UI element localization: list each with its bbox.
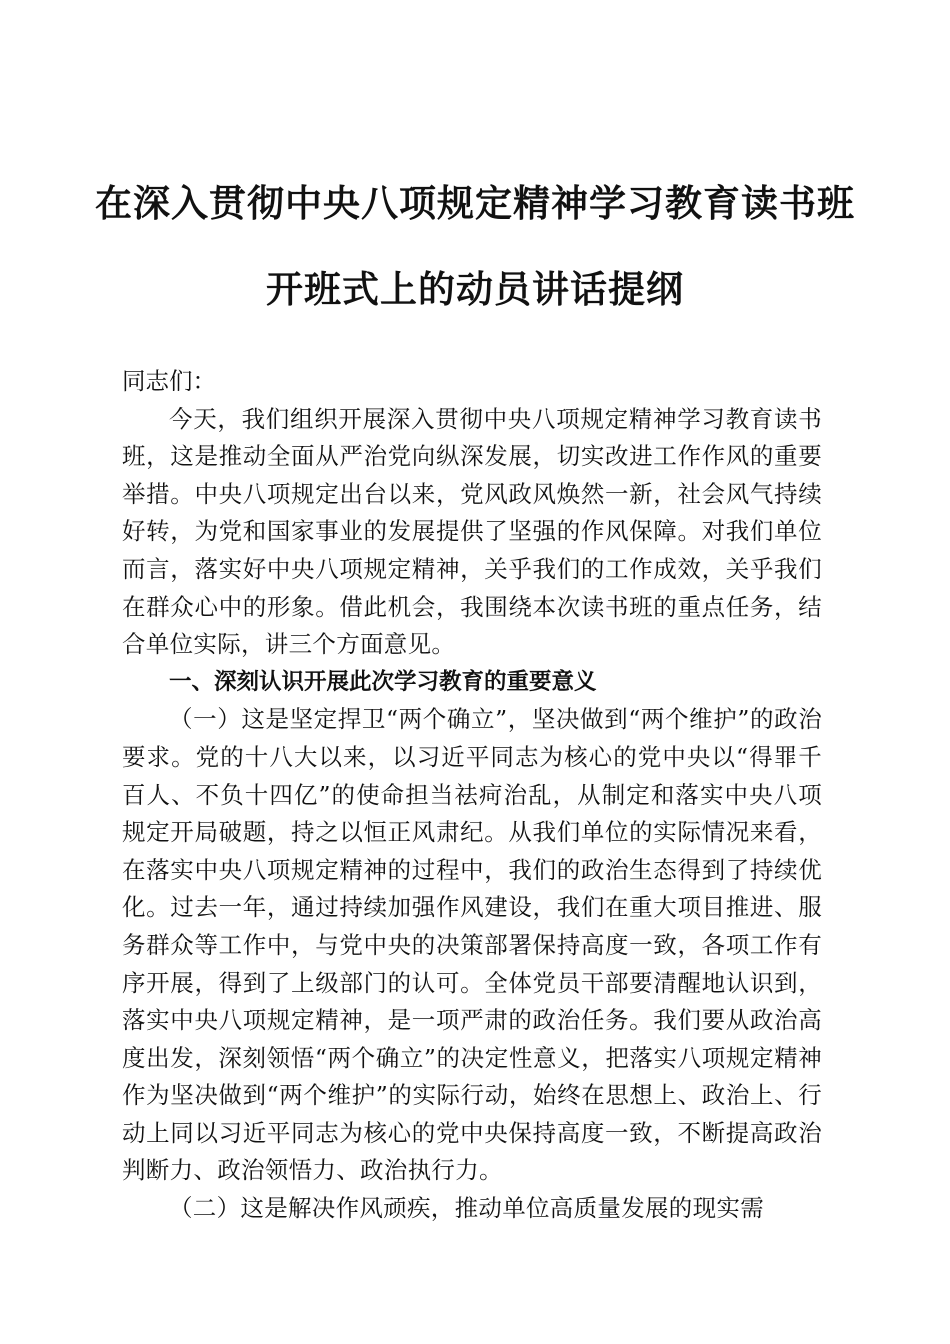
- title-line-2: 开班式上的动员讲话提纲: [266, 267, 684, 311]
- document-title: [60, 160, 890, 332]
- title-line-1: 在深入贯彻中央八项规定精神学习教育读书班: [95, 181, 855, 225]
- salutation: 同志们：: [122, 367, 216, 395]
- intro-paragraph: 今天，我们组织开展深入贯彻中央八项规定精神学习教育读书班，这是推动全面从严治党向纵深发展，切实改进工作作风的重要举措。中央八项规定出台以来，党风政风焕然一新，社会风气持续好转，为党和国家事业的发展提供了坚强的作风保障。对我们单位而言，落实好中央八项规定精神，关乎我们的工作成效，关乎我们在群众心中的形象。借此机会，我围绕本次读书班的重点任务，结合单位实际，讲三个方面意见。: [122, 404, 822, 659]
- section-heading-1: 一、深刻认识开展此次学习教育的重要意义: [169, 668, 597, 695]
- section-1-paragraph-1: （一）这是坚定捍卫“两个确立”，坚决做到“两个维护”的政治要求。党的十八大以来，以习近平同志为核心的党中央以“得罪千百人、不负十四亿”的使命担当祛疴治乱，从制定和落实中央八项规定开局破题，持之以恒正风肃纪。从我们单位的实际情况来看，在落实中央八项规定精神的过程中，我们的政治生态得到了持续优化。过去一年，通过持续加强作风建设，我们在重大项目推进、服务群众等工作中，与党中央的决策部署保持高度一致，各项工作有序开展，得到了上级部门的认可。全体党员干部要清醒地认识到，落实中央八项规定精神，是一项严肃的政治任务。我们要从政治高度出发，深刻领悟“两个确立”的决定性意义，把落实八项规定精神作为坚决做到“两个维护”的实际行动，始终在思想上、政治上、行动上同以习近平同志为核心的党中央保持高度一致，不断提高政治判断力、政治领悟力、政治执行力。: [122, 705, 822, 1185]
- document-body: [122, 363, 822, 1228]
- section-1-paragraph-2: （二）这是解决作风顽疾，推动单位高质量发展的现实需: [169, 1194, 764, 1223]
